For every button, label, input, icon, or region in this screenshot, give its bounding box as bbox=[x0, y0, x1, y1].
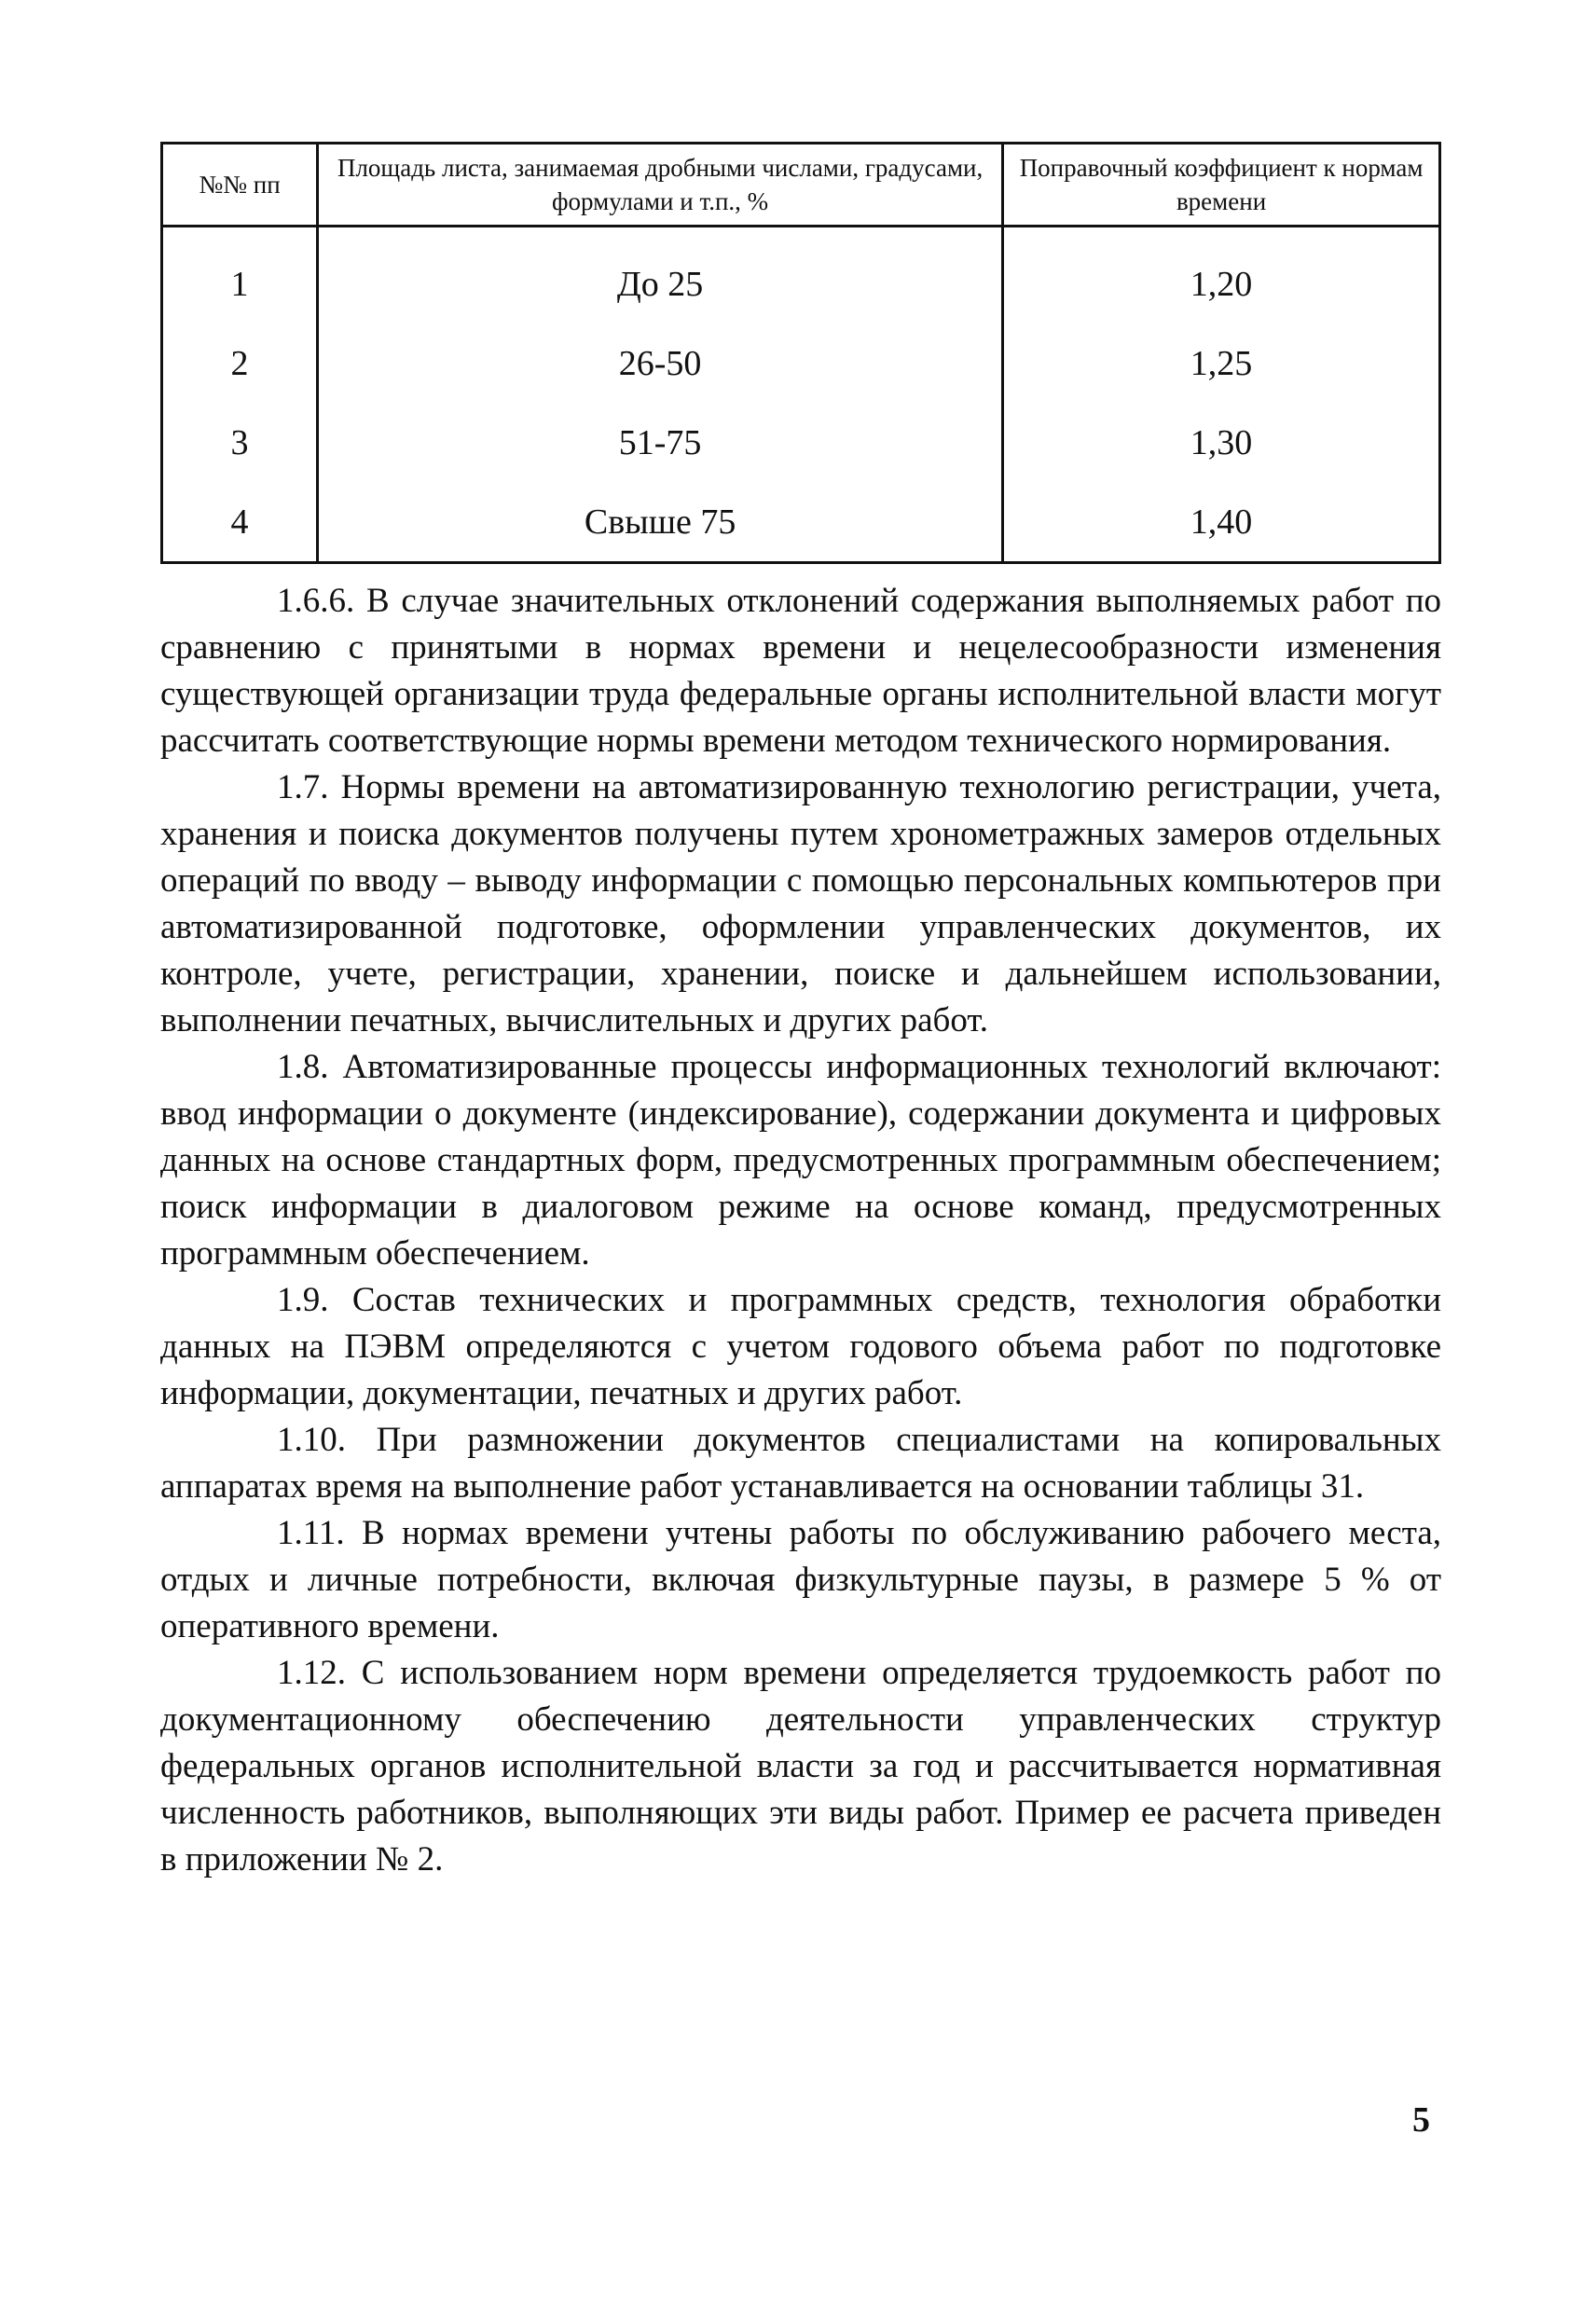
area-cell: 51-75 bbox=[318, 403, 1003, 482]
area-cell: Свыше 75 bbox=[318, 482, 1003, 563]
paragraph-1-8: 1.8. Автоматизированные процессы информационных технологий включают: ввод информации о документе (индексирование), содержании документа и цифровых данных на основе стандартных форм, предусмотренных программным обеспечением; поиск информации в диалоговом режиме на основе команд, предусмотренных программным обеспечением. bbox=[160, 1048, 1441, 1273]
area-cell: До 25 bbox=[318, 227, 1003, 324]
row-number-cell: 1 bbox=[162, 227, 318, 324]
paragraph-1-6-6: 1.6.6. В случае значительных отклонений содержания выполняемых работ по сравнению с принятыми в нормах времени и нецелесообразности изменения существующей организации труда федеральные органы исполнительной власти могут рассчитать соответствующие нормы времени методом технического нормирования. bbox=[160, 582, 1441, 760]
paragraph-1-7: 1.7. Нормы времени на автоматизированную технологию регистрации, учета, хранения и поиска документов получены путем хронометражных замеров отдельных операций по вводу – выводу информации с помощью персональных компьютеров при автоматизированной подготовке, оформлении управленческих документов, их контроле, учете, регистрации, хранении, поиске и дальнейшем использовании, выполнении печатных, вычислительных и других работ. bbox=[160, 768, 1441, 1039]
header-sheet-area: Площадь листа, занимаемая дробными числами, градусами, формулами и т.п., % bbox=[318, 144, 1003, 227]
paragraph-1-12: 1.12. С использованием норм времени определяется трудоемкость работ по документационному обеспечению деятельности управленческих структур федеральных органов исполнительной власти за год и рассчитывается нормативная численность работников, выполняющих эти виды работ. Пример ее расчета приведен в приложении № 2. bbox=[160, 1654, 1441, 1878]
coefficient-cell: 1,40 bbox=[1003, 482, 1440, 563]
table-row bbox=[162, 227, 1440, 324]
area-cell: 26-50 bbox=[318, 323, 1003, 403]
coefficient-cell: 1,20 bbox=[1003, 227, 1440, 324]
row-number-cell: 4 bbox=[162, 482, 318, 563]
paragraph-1-10: 1.10. При размножении документов специалистами на копировальных аппаратах время на выполнение работ устанавливается на основании таблицы 31. bbox=[160, 1421, 1441, 1506]
table-row bbox=[162, 403, 1440, 482]
paragraph-1-9: 1.9. Состав технических и программных средств, технология обработки данных на ПЭВМ определяются с учетом годового объема работ по подготовке информации, документации, печатных и других работ. bbox=[160, 1281, 1441, 1412]
table-header-row bbox=[162, 144, 1440, 227]
row-number-cell: 3 bbox=[162, 403, 318, 482]
header-row-number: №№ пп bbox=[162, 144, 318, 227]
table-row bbox=[162, 482, 1440, 563]
body-text bbox=[160, 578, 1441, 1883]
correction-coefficient-table bbox=[160, 142, 1441, 564]
page-number: 5 bbox=[1412, 2100, 1430, 2140]
paragraph-1-11: 1.11. В нормах времени учтены работы по обслуживанию рабочего места, отдых и личные потребности, включая физкультурные паузы, в размере 5 % от оперативного времени. bbox=[160, 1514, 1441, 1645]
coefficient-cell: 1,30 bbox=[1003, 403, 1440, 482]
coefficient-cell: 1,25 bbox=[1003, 323, 1440, 403]
row-number-cell: 2 bbox=[162, 323, 318, 403]
header-correction-coefficient: Поправочный коэффициент к нормам времени bbox=[1003, 144, 1440, 227]
table-row bbox=[162, 323, 1440, 403]
